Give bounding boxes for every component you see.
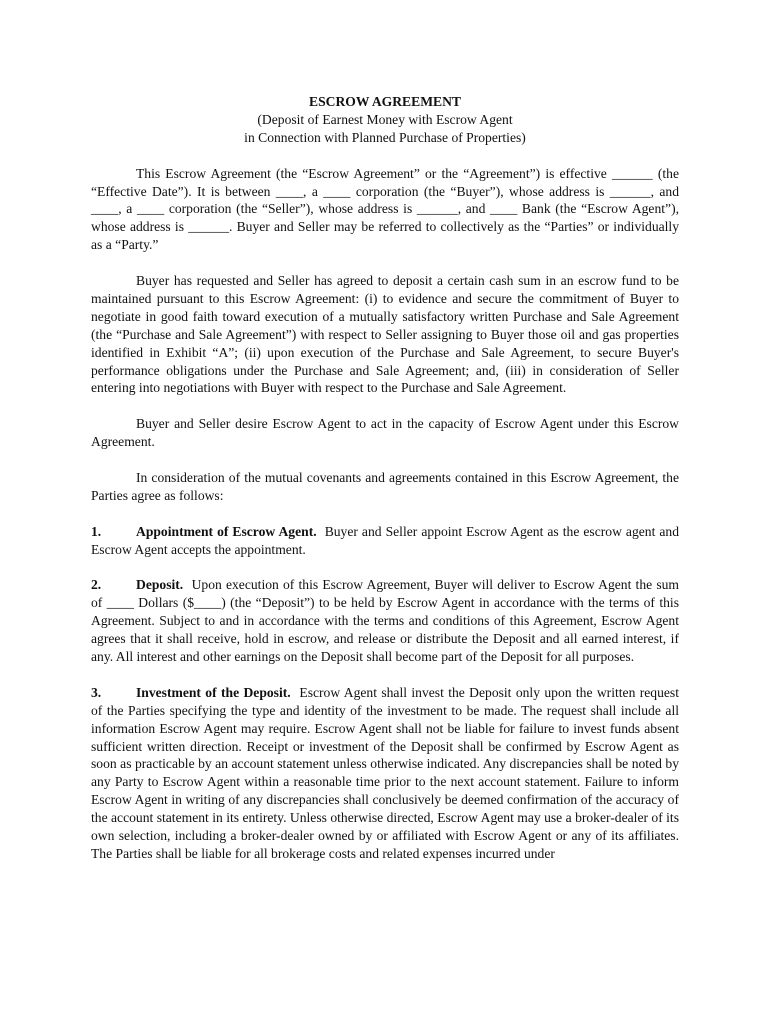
section-2: [91, 576, 679, 666]
document-page: [91, 93, 679, 881]
section-3-text: Escrow Agent shall invest the Deposit only upon the written request of the Parties specifying the type and identity of the investment to be made. The request shall include all information Escrow Agent may require. Escrow Agent shall not be liable for failure to invest funds absent sufficient written direction. Receipt or investment of the Deposit shall be confirmed by Escrow Agent as soon as practicable by an account statement unless otherwise indicated. Any discrepancies shall be noted by any Party to Escrow Agent within a reasonable time prior to the next account statement. Failure to inform Escrow Agent in writing of any discrepancies shall conclusively be deemed confirmation of the accuracy of the account statement in its entirety. Unless otherwise directed, Escrow Agent may use a broker-dealer of its own selection, including a broker-dealer owned by or affiliated with Escrow Agent or any of its affiliates. The Parties shall be liable for all brokerage costs and related expenses incurred under: [91, 684, 679, 861]
desire-paragraph: Buyer and Seller desire Escrow Agent to act in the capacity of Escrow Agent under this Escrow Agreement.: [91, 416, 679, 450]
recital-paragraph: Buyer has requested and Seller has agreed to deposit a certain cash sum in an escrow fund to be maintained pursuant to this Escrow Agreement: (i) to evidence and secure the commitment of Buyer to negotiate in good faith toward execution of a mutually satisfactory written Purchase and Sale Agreement (the “Purchase and Sale Agreement”) with respect to Seller assigning to Buyer those oil and gas properties identified in Exhibit “A”; (ii) upon execution of the Purchase and Sale Agreement, to secure Buyer's performance obligations under the Purchase and Sale Agreement; and, (iii) in consideration of Seller entering into negotiations with Buyer with respect to the Purchase and Sale Agreement.: [91, 273, 679, 396]
section-2-number: 2.: [91, 577, 102, 593]
document-subtitle-line-1: (Deposit of Earnest Money with Escrow Agent: [257, 111, 513, 127]
section-3-title: Investment of the Deposit.: [136, 684, 291, 700]
section-1: [91, 523, 679, 559]
document-subtitle-line-2: in Connection with Planned Purchase of Properties): [244, 129, 526, 145]
section-1-title: Appointment of Escrow Agent.: [136, 523, 317, 539]
section-2-text: Upon execution of this Escrow Agreement, Buyer will deliver to Escrow Agent the sum of ____ Dollars ($____) (the “Deposit”) to be held by Escrow Agent in accordance with the terms of this Agreement. Subject to and in accordance with the terms and conditions of this Agreement, Escrow Agent agrees that it shall receive, hold in escrow, and release or distribute the Deposit and all earned interest, if any. All interest and other earnings on the Deposit shall become part of the Deposit for all purposes.: [91, 577, 679, 664]
section-3-number: 3.: [91, 684, 102, 700]
section-1-number: 1.: [91, 523, 102, 539]
document-title: ESCROW AGREEMENT: [309, 94, 461, 109]
preamble-paragraph: This Escrow Agreement (the “Escrow Agreement” or the “Agreement”) is effective ______ (the “Effective Date”). It is between ____, a ____ corporation (the “Buyer”), whose address is ______, and ____, a ____ corporation (the “Seller”), whose address is ______, and ____ Bank (the “Escrow Agent”), whose address is ______. Buyer and Seller may be referred to collectively as the “Parties” or individually as a “Party.”: [91, 165, 679, 253]
document-heading: [91, 93, 679, 147]
section-2-title: Deposit.: [136, 577, 184, 593]
section-1-text: Buyer and Seller appoint Escrow Agent as the escrow agent and Escrow Agent accepts the appointment.: [91, 523, 679, 557]
section-3: [91, 684, 679, 863]
consideration-paragraph: In consideration of the mutual covenants and agreements contained in this Escrow Agreement, the Parties agree as follows:: [91, 469, 679, 503]
